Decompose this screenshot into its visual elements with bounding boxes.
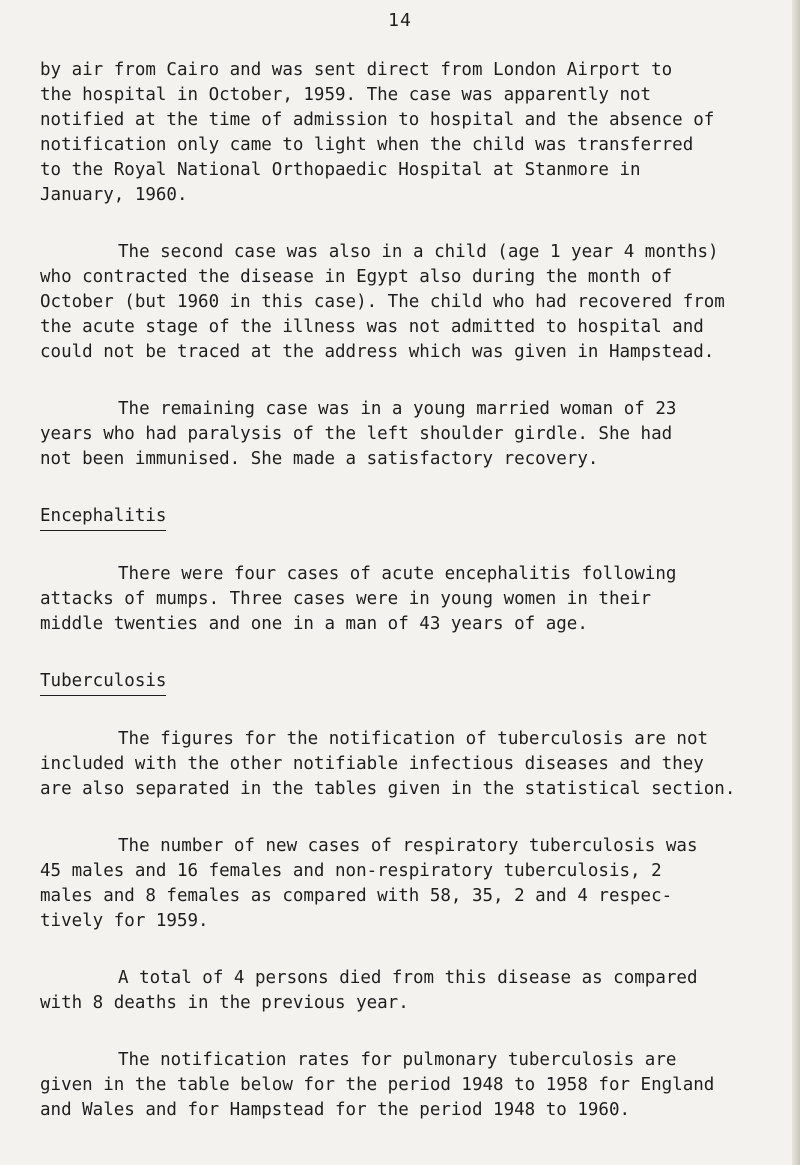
paragraph-polio-case-three: The remaining case was in a young married woman of 23 years who had paralysis of the left shoulder girdle. She had not been immunised. She made a satisfactory recovery. bbox=[40, 399, 677, 469]
tuberculosis-heading-wrap bbox=[40, 669, 782, 727]
paragraph-polio-case-one-continued: by air from Cairo and was sent direct from London Airport to the hospital in October, 1959. The case was apparently not notified at the time of admission to hospital and the absence of notification only came to light when the child was transferred to the Royal National Orthopaedic Hospital at Stanmore in January, 1960. bbox=[40, 60, 715, 205]
page-number: 14 bbox=[388, 10, 412, 31]
document-body bbox=[40, 58, 782, 1155]
paragraph-tuberculosis-deaths: A total of 4 persons died from this disease as compared with 8 deaths in the previous year. bbox=[40, 968, 698, 1013]
paragraph-polio-case-two: The second case was also in a child (age 1 year 4 months) who contracted the disease in Egypt also during the month of October (but 1960 in this case). The child who had recovered from the acute stage of the illness was not admitted to hospital and could not be traced at the address which was given in Hampstead. bbox=[40, 242, 725, 362]
section-heading-tuberculosis: Tuberculosis bbox=[40, 669, 166, 696]
paragraph-tuberculosis-rates: The notification rates for pulmonary tuberculosis are given in the table below for the period 1948 to 1958 for England and Wales and for Hampstead for the period 1948 to 1960. bbox=[40, 1050, 715, 1120]
paragraph-encephalitis: There were four cases of acute encephalitis following attacks of mumps. Three cases were in young women in their middle twenties and one in a man of 43 years of age. bbox=[40, 564, 677, 634]
section-heading-encephalitis: Encephalitis bbox=[40, 504, 166, 531]
page-edge-shadow bbox=[792, 0, 800, 1165]
encephalitis-heading-wrap bbox=[40, 504, 782, 562]
paragraph-tuberculosis-new-cases: The number of new cases of respiratory tuberculosis was 45 males and 16 females and non-respiratory tuberculosis, 2 males and 8 females as compared with 58, 35, 2 and 4 respec- tively for 1959. bbox=[40, 836, 698, 931]
paragraph-tuberculosis-notification: The figures for the notification of tuberculosis are not included with the other notifiable infectious diseases and they are also separated in the tables given in the statistical section. bbox=[40, 729, 736, 799]
